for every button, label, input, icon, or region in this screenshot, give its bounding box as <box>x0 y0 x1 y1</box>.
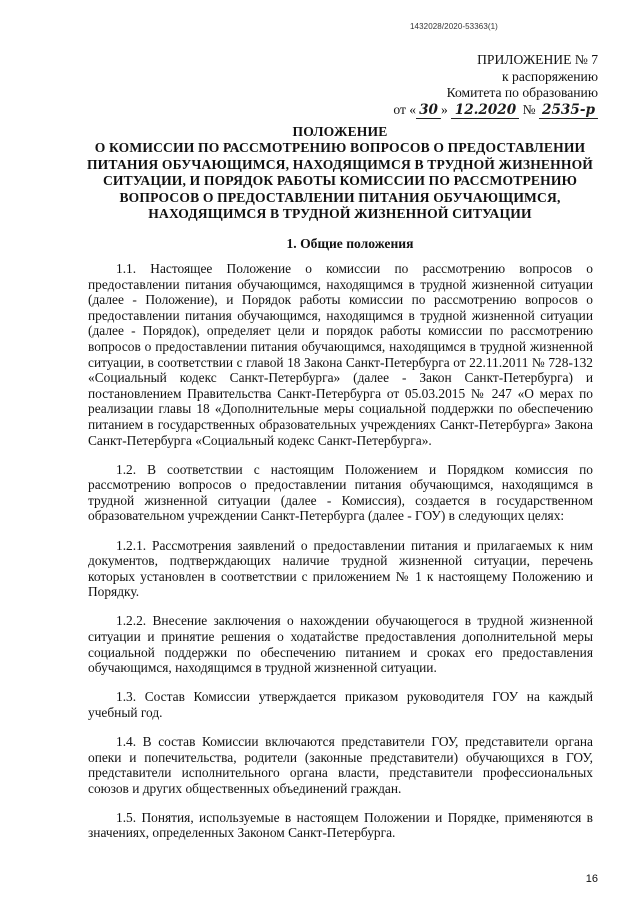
document-registration-number: 1432028/2020-53363(1) <box>410 22 498 31</box>
title-line: ПИТАНИЯ ОБУЧАЮЩИМСЯ, НАХОДЯЩИМСЯ В ТРУДНОЙ ЖИЗНЕННОЙ <box>86 156 594 172</box>
appendix-order-ref: к распоряжению <box>502 68 598 84</box>
section-heading: 1. Общие положения <box>286 236 414 251</box>
document-body <box>88 261 593 855</box>
paragraph-1-4: 1.4. В состав Комиссии включаются представители ГОУ, представители органа опеки и попечительства, родители (законные представители) обучающихся в ГОУ, представители исполнительного органа власти, представители профессиональных союзов и других общественных объединений граждан. <box>88 733 593 796</box>
date-month-year: 12.2020 <box>451 102 519 120</box>
paragraph-1-1: 1.1. Настоящее Положение о комиссии по рассмотрению вопросов о предоставлении питания обучающимся, находящимся в трудной жизненной ситуации (далее - Положение), и Порядок работы комиссии по рассмотрению вопросов о предоставлении питания обучающимся, находящимся в трудной жизненной ситуации (далее - Порядок), определяет цели и порядок работы комиссии по рассмотрению вопросов о предоставлении питания обучающимся, находящимся в трудной жизненной ситуации, в соответствии с главой 18 Закона Санкт-Петербурга от 22.11.2011 № 728-132 «Социальный кодекс Санкт-Петербурга» (далее - Закон Санкт-Петербурга) и постановлением Правительства Санкт-Петербурга от 05.03.2015 № 247 «О мерах по реализации главы 18 «Дополнительные меры социальной поддержки по обеспечению питанием в государственных образовательных учреждениях Санкт-Петербурга» Закона Санкт-Петербурга «Социальный кодекс Санкт-Петербурга». <box>88 261 593 448</box>
appendix-committee: Комитета по образованию <box>446 85 598 100</box>
paragraph-1-3: 1.3. Состав Комиссии утверждается приказом руководителя ГОУ на каждый учебный год. <box>88 689 593 720</box>
appendix-block <box>393 52 598 119</box>
appendix-title: ПРИЛОЖЕНИЕ № 7 <box>477 52 598 67</box>
page-number: 16 <box>585 873 598 885</box>
appendix-date-line <box>393 102 598 120</box>
title-line: О КОМИССИИ ПО РАССМОТРЕНИЮ ВОПРОСОВ О ПРЕДОСТАВЛЕНИИ <box>94 140 586 156</box>
number-prefix: № <box>522 101 536 117</box>
title-line: ВОПРОСОВ О ПРЕДОСТАВЛЕНИИ ПИТАНИЯ ОБУЧАЮЩИМСЯ, <box>119 189 561 205</box>
paragraph-1-2-2: 1.2.2. Внесение заключения о нахождении обучающегося в трудной жизненной ситуации и принятие решения о ходатайстве предоставления дополнительной меры социальной поддержки по обеспечению питанием и сроках его предоставления обучающимся, находящимся в трудной жизненной ситуации. <box>88 613 593 676</box>
paragraph-1-5: 1.5. Понятия, используемые в настоящем Положении и Порядке, применяются в значениях, определенных Законом Санкт-Петербурга. <box>88 809 593 841</box>
document-title <box>80 124 600 222</box>
date-prefix: от « <box>393 101 417 117</box>
paragraph-1-2-1: 1.2.1. Рассмотрения заявлений о предоставлении питания и прилагаемых к ним документов, подтверждающих наличие трудной жизненной ситуации, перечень которых установлен в соответствии с приложением № 1 к настоящему Положению и Порядку. <box>88 537 593 600</box>
title-line: НАХОДЯЩИМСЯ В ТРУДНОЙ ЖИЗНЕННОЙ СИТУАЦИИ <box>148 206 532 222</box>
order-number: 2535-р <box>539 102 598 120</box>
title-line: ПОЛОЖЕНИЕ <box>292 124 388 139</box>
date-mid: » <box>441 101 448 117</box>
paragraph-1-2: 1.2. В соответствии с настоящим Положением и Порядком комиссия по рассмотрению вопросов о предоставлении питания обучающимся, находящимся в трудной жизненной ситуации (далее - Комиссия), создается в государственном образовательном учреждении Санкт-Петербурга (далее - ГОУ) в следующих целях: <box>88 461 593 524</box>
title-line: СИТУАЦИИ, И ПОРЯДОК РАБОТЫ КОМИССИИ ПО РАССМОТРЕНИЮ <box>102 173 578 189</box>
date-day: 30 <box>416 102 441 120</box>
